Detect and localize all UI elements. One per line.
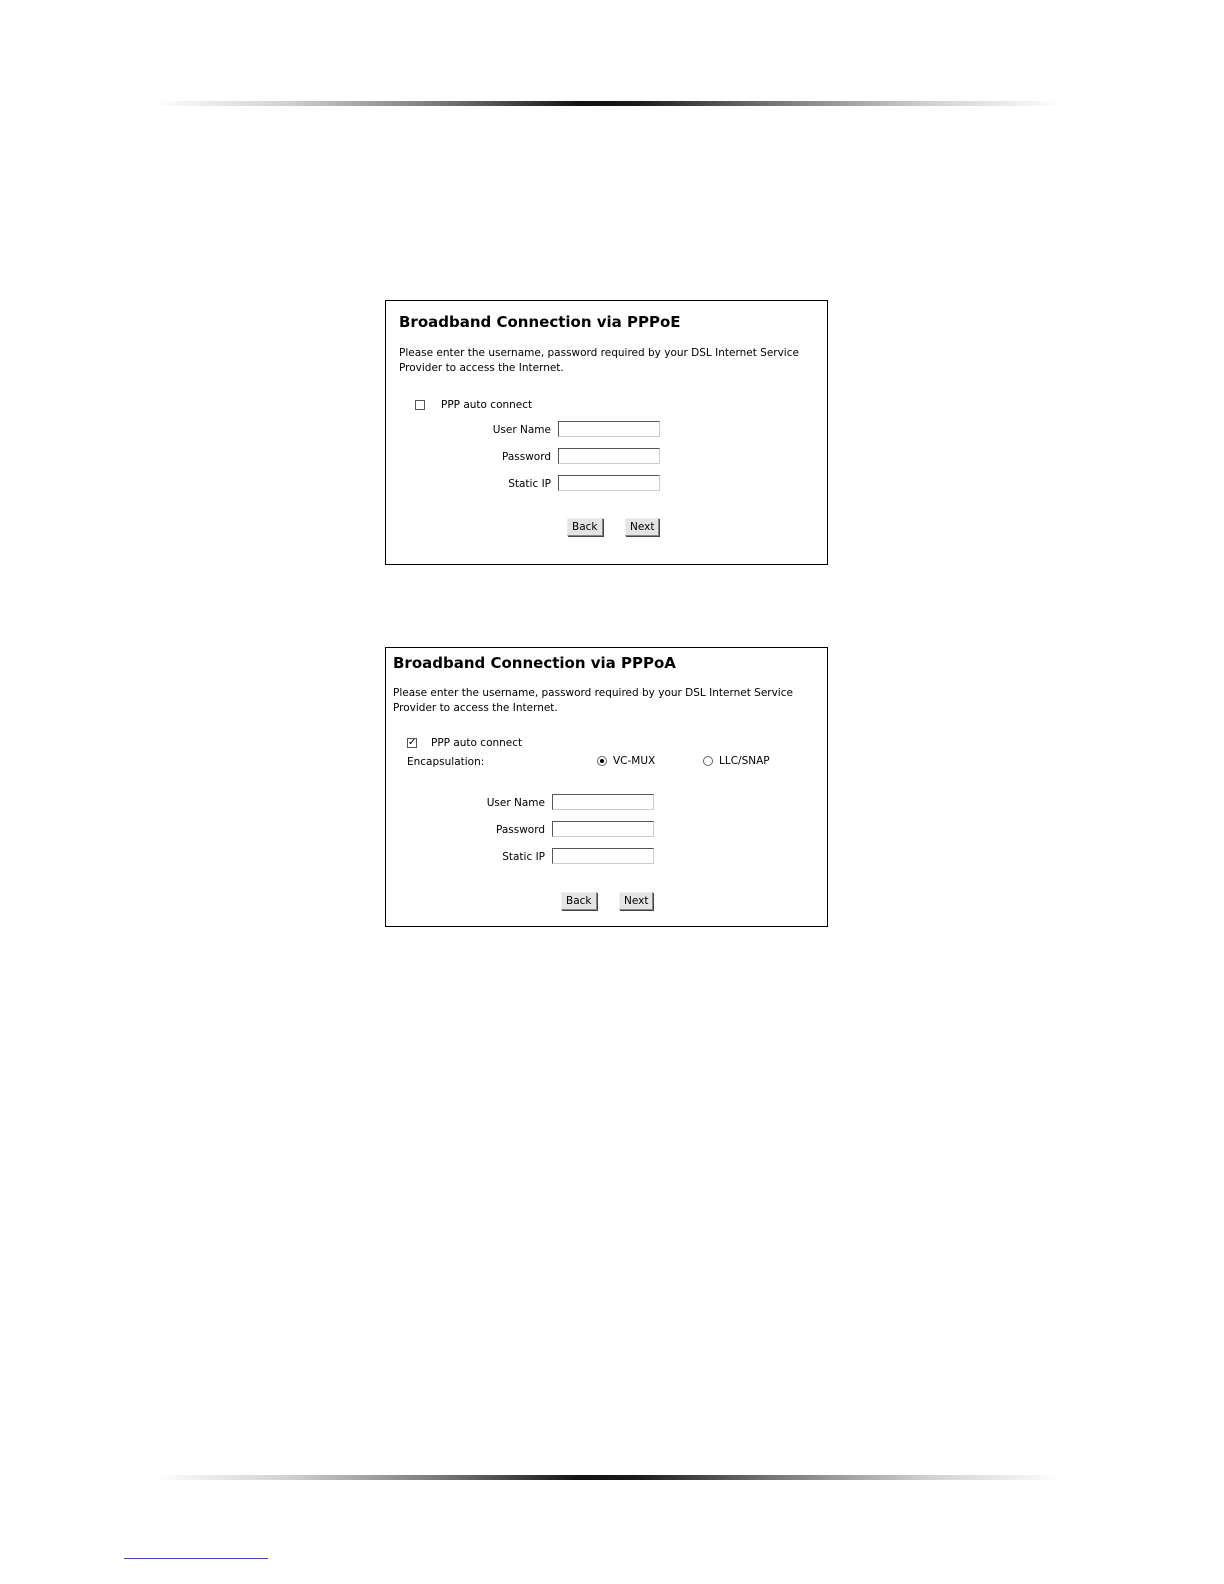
pppoe-panel xyxy=(385,300,828,565)
user-name-input[interactable] xyxy=(558,421,660,437)
static-ip-label: Static IP xyxy=(508,478,551,490)
back-button[interactable]: Back xyxy=(561,892,597,910)
next-button[interactable]: Next xyxy=(619,892,653,910)
footer-rule xyxy=(152,1475,1064,1480)
auto-connect-row[interactable] xyxy=(415,399,532,411)
auto-connect-checkbox[interactable] xyxy=(415,400,425,410)
header-rule xyxy=(152,101,1064,106)
static-ip-input[interactable] xyxy=(558,475,660,491)
panel-description: Please enter the username, password required by your DSL Internet Service Provider to access the Internet. xyxy=(393,687,793,714)
static-ip-input[interactable] xyxy=(552,848,654,864)
password-input[interactable] xyxy=(552,821,654,837)
next-button[interactable]: Next xyxy=(625,518,659,536)
encapsulation-label: Encapsulation: xyxy=(407,756,485,768)
user-name-label: User Name xyxy=(492,424,551,436)
user-name-input[interactable] xyxy=(552,794,654,810)
auto-connect-label: PPP auto connect xyxy=(431,737,523,749)
auto-connect-row[interactable] xyxy=(407,737,522,749)
radio-vc-mux-label: VC-MUX xyxy=(613,755,656,767)
password-input[interactable] xyxy=(558,448,660,464)
radio-llc-snap[interactable] xyxy=(703,755,770,767)
back-button[interactable]: Back xyxy=(567,518,603,536)
radio-vc-mux[interactable] xyxy=(597,755,655,767)
auto-connect-checkbox[interactable]: ✓ xyxy=(408,737,417,748)
panel-title: Broadband Connection via PPPoA xyxy=(393,654,676,672)
radio-unselected-icon[interactable] xyxy=(703,756,713,766)
panel-title: Broadband Connection via PPPoE xyxy=(399,313,681,331)
radio-llc-snap-label: LLC/SNAP xyxy=(719,755,770,767)
panel-description: Please enter the username, password required by your DSL Internet Service Provider to access the Internet. xyxy=(399,347,799,374)
password-label: Password xyxy=(501,451,551,463)
pppoa-panel xyxy=(385,647,828,927)
radio-selected-icon[interactable] xyxy=(597,756,607,766)
footer-link-underline xyxy=(124,1558,268,1559)
user-name-label: User Name xyxy=(486,797,545,809)
auto-connect-label: PPP auto connect xyxy=(441,399,533,411)
password-label: Password xyxy=(495,824,545,836)
static-ip-label: Static IP xyxy=(502,851,545,863)
